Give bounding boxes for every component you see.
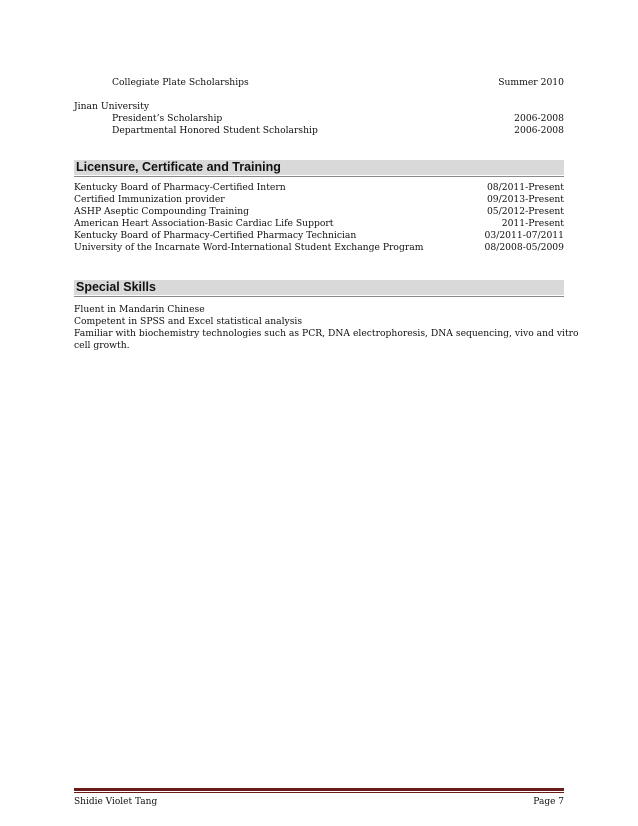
skill-text: Familiar with biochemistry technologies such as PCR, DNA electrophoresis, DNA sequencing, vivo and vitro (74, 328, 579, 339)
skill-text: cell growth. (74, 340, 130, 351)
licensure-date: 03/2011-07/2011 (484, 230, 564, 241)
footer-page-number: Page 7 (533, 797, 564, 807)
skills-heading (74, 280, 564, 295)
award-name: Departmental Honored Student Scholarship (112, 125, 318, 136)
section-divider (74, 296, 564, 297)
skills-heading-text: Special Skills (76, 280, 156, 294)
licensure-date: 08/2011-Present (486, 182, 564, 193)
licensure-name: University of the Incarnate Word-International Student Exchange Program (74, 242, 424, 253)
section-divider (74, 176, 564, 177)
licensure-name: Certified Immunization provider (74, 194, 225, 205)
licensure-name: Kentucky Board of Pharmacy-Certified Intern (74, 182, 286, 193)
licensure-heading-text: Licensure, Certificate and Training (76, 160, 281, 174)
licensure-date: 05/2012-Present (486, 206, 564, 217)
award-date: Summer 2010 (498, 77, 564, 88)
footer-rule (74, 792, 564, 793)
award-name: President’s Scholarship (112, 113, 223, 124)
skill-text: Competent in SPSS and Excel statistical analysis (74, 316, 303, 327)
footer-rule (74, 788, 564, 791)
licensure-name: Kentucky Board of Pharmacy-Certified Pharmacy Technician (74, 230, 357, 241)
licensure-date: 2011-Present (501, 218, 564, 229)
footer-author: Shidie Violet Tang (74, 797, 158, 807)
licensure-date: 09/2013-Present (486, 194, 564, 205)
licensure-heading (74, 160, 564, 175)
award-date: 2006-2008 (514, 125, 564, 136)
licensure-name: American Heart Association-Basic Cardiac Life Support (74, 218, 334, 229)
award-name: Collegiate Plate Scholarships (112, 77, 249, 88)
licensure-date: 08/2008-05/2009 (484, 242, 564, 253)
skill-text: Fluent in Mandarin Chinese (74, 304, 205, 315)
licensure-name: ASHP Aseptic Compounding Training (74, 206, 250, 217)
institution-name: Jinan University (74, 101, 150, 112)
award-date: 2006-2008 (514, 113, 564, 124)
